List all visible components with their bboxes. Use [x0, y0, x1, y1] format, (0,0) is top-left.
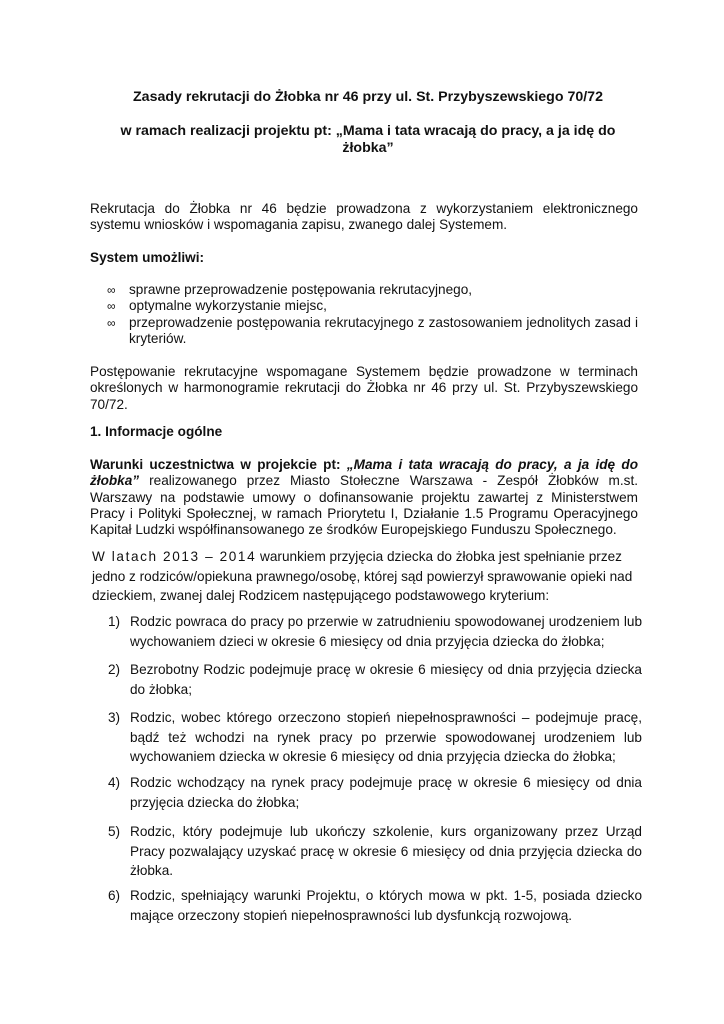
section-heading-general-info: 1. Informacje ogólne: [90, 424, 223, 439]
list-item: [90, 298, 638, 314]
list-item: [90, 660, 642, 699]
criteria-text: Rodzic, spełniający warunki Projektu, o których mowa w pkt. 1-5, posiada dziecko mające orzeczony stopień niepełnosprawności lub dysfunkcją rozwojową.: [130, 888, 642, 923]
infinity-bullet-icon: ∞: [107, 315, 116, 330]
criteria-number: 2): [108, 662, 121, 677]
bullet-text: optymalne wykorzystanie miejsc,: [129, 298, 327, 314]
conditions-rest: realizowanego przez Miasto Stołeczne Warszawa - Zespół Żłobków m.st. Warszawy na podstawie umowy o dofinansowanie projektu zawartej z Ministerstwem Pracy i Polityki Społecznej, w ramach Priorytetu I, Działanie 1.5 Programu Operacyjnego Kapitał Ludzki współfinansowanego ze środków Europejskiego Funduszu Społecznego.: [90, 473, 638, 538]
criteria-number: 3): [108, 710, 121, 725]
criteria-text: Rodzic wchodzący na rynek pracy podejmuje pracę w okresie 6 miesięcy od dnia przyjęcia dziecka do żłobka;: [130, 775, 642, 810]
system-features-list: [90, 282, 638, 347]
criteria-text: Rodzic powraca do pracy po przerwie w zatrudnieniu spowodowanej urodzeniem lub wychowaniem dzieci w okresie 6 miesięcy od dnia przyjęcia dziecka do żłobka;: [130, 614, 642, 649]
criteria-text: Rodzic, który podejmuje lub ukończy szkolenie, kurs organizowany przez Urząd Pracy pozwalający uzyskać pracę w okresie 6 miesięcy od dnia przyjęcia dziecka do żłobka.: [130, 824, 642, 878]
criteria-intro-line: [92, 547, 648, 567]
bullet-text: sprawne przeprowadzenie postępowania rekrutacyjnego,: [129, 282, 473, 297]
list-item: [90, 822, 642, 881]
intro-paragraph: Rekrutacja do Żłobka nr 46 będzie prowadzona z wykorzystaniem elektronicznego systemu wniosków i wspomagania zapisu, zwanego dalej Systemem.: [90, 201, 638, 233]
criteria-years: W latach 2013 – 2014: [92, 549, 257, 564]
criteria-number: 6): [108, 888, 121, 903]
criteria-number: 5): [108, 824, 121, 839]
list-item: [90, 708, 642, 767]
system-heading: System umożliwi:: [90, 250, 205, 265]
criteria-text: Bezrobotny Rodzic podejmuje pracę w okresie 6 miesięcy od dnia przyjęcia dziecka do żłobka;: [130, 662, 642, 697]
criteria-text: Rodzic, wobec którego orzeczono stopień niepełnosprawności – podejmuje pracę, bądź też wchodzi na rynek pracy po przerwie spowodowanej urodzeniem lub wychowaniem dziecka w okresie 6 miesięcy od dnia przyjęcia dziecka do żłobka;: [130, 710, 642, 764]
schedule-paragraph: Postępowanie rekrutacyjne wspomagane Systemem będzie prowadzone w terminach określonych w harmonogramie rekrutacji do Żłobka nr 46 przy ul. St. Przybyszewskiego 70/72.: [90, 364, 638, 412]
infinity-bullet-icon: ∞: [107, 299, 116, 314]
criteria-intro: [92, 547, 648, 606]
project-name: „Mama i tata wracają do pracy, a ja idę do żłobka”: [90, 457, 639, 489]
list-item: [90, 612, 642, 651]
list-item: [90, 886, 642, 925]
bullet-text: przeprowadzenie postępowania rekrutacyjnego z zastosowaniem jednolitych zasad i kryteriów.: [129, 314, 638, 346]
criteria-intro-text: warunkiem przyjęcia dziecka do żłobka jest spełnianie przez: [260, 549, 622, 564]
participation-conditions-paragraph: [90, 457, 638, 538]
project-subtitle: w ramach realizacji projektu pt: „Mama i tata wracają do pracy, a ja idę do żłobka”: [120, 123, 616, 156]
list-item: [90, 315, 638, 348]
list-item: [90, 282, 638, 298]
conditions-lead: Warunki uczestnictwa w projekcie pt:: [90, 457, 341, 472]
criteria-number: 1): [108, 614, 121, 629]
criteria-number: 4): [108, 775, 121, 790]
criteria-intro-line: jedno z rodziców/opiekuna prawnego/osobę, której sąd powierzył sprawowanie opieki nad: [92, 568, 633, 584]
criteria-intro-line: dzieckiem, zwanej dalej Rodzicem następującego podstawowego kryterium:: [92, 588, 550, 603]
infinity-bullet-icon: ∞: [107, 283, 116, 297]
list-item: [90, 773, 642, 812]
document-title: Zasady rekrutacji do Żłobka nr 46 przy ul. St. Przybyszewskiego 70/72: [133, 89, 603, 105]
